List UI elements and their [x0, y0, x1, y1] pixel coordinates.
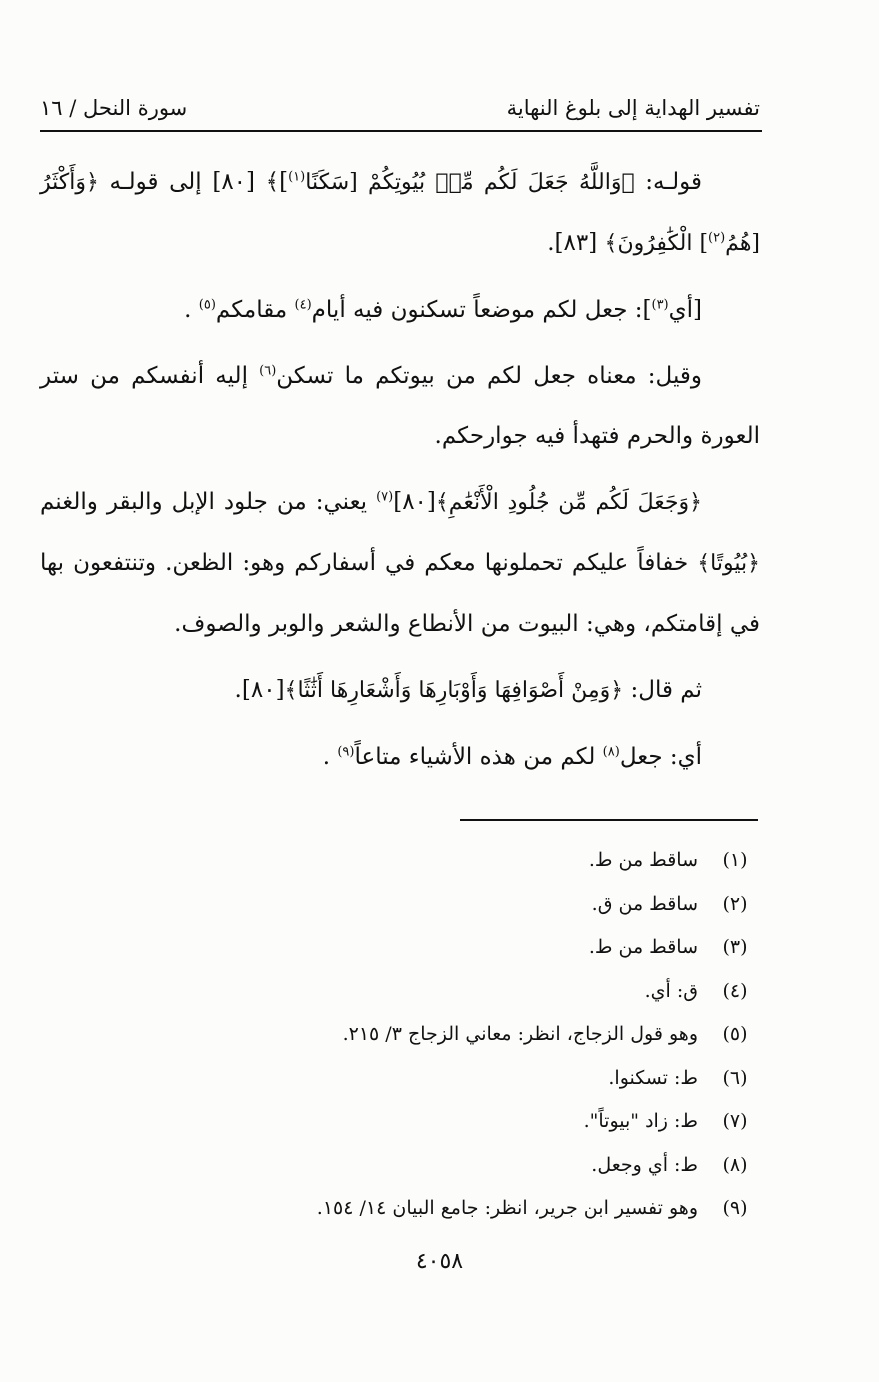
- quran-verse: ﴿وَجَعَلَ لَكُم مِّن جُلُودِ الْأَنْعَٰمِ﴾: [435, 490, 703, 515]
- footnotes: [40, 842, 762, 1234]
- footnote-text: ساقط من ط.: [588, 849, 698, 871]
- footnote-number: (٧): [722, 1110, 748, 1132]
- text-run: خفافاً عليكم تحملونها معكم في أسفاركم وهو: الظعن. وتنتفعون بها في إقامتكم، وهي: البيوت من الأنطاع والشعر والوبر والصوف.: [40, 550, 760, 637]
- footnote-item: [40, 929, 762, 973]
- footnote-item: [40, 1103, 762, 1147]
- paragraph-alternate-opinion: [40, 346, 760, 466]
- text-run: [٨٠]: [393, 489, 436, 515]
- footnote-text: ط: أي وجعل.: [591, 1153, 698, 1176]
- text-run: يعني: من جلود الإبل والبقر والغنم: [40, 489, 377, 515]
- footnote-item: [40, 886, 762, 930]
- footnote-item: [40, 1016, 762, 1060]
- text-run: ]: جعل لكم موضعاً تسكنون فيه أيام: [311, 297, 652, 323]
- text-run: مقامكم: [215, 297, 295, 323]
- footnote-ref: (٦): [259, 363, 277, 379]
- quran-verse: ﴿وَأَكْثَرُ [هُمُ: [40, 170, 760, 256]
- book-title: تفسير الهداية إلى بلوغ النهاية: [506, 96, 760, 120]
- footnote-ref: (٣): [651, 297, 669, 313]
- quran-verse: ﴿بُيُوتًا﴾: [697, 551, 760, 576]
- footnote-item: [40, 1147, 762, 1191]
- quran-verse: ﴿وَاللَّهُ جَعَلَ لَكُم مِّنۢ بُيُوتِكُمْ [سَكَنًا: [305, 170, 635, 195]
- footnote-item: [40, 1060, 762, 1104]
- footnote-number: (٨): [722, 1153, 748, 1176]
- footnote-number: (٥): [722, 1023, 748, 1045]
- footnote-text: ط: زاد "بيوتاً".: [583, 1110, 698, 1132]
- text-run: .: [184, 297, 199, 323]
- footnote-ref: (١): [288, 169, 306, 185]
- footnote-text: ساقط من ق.: [591, 892, 698, 915]
- footnote-number: (٣): [722, 936, 748, 958]
- paragraph-verse-reference: [40, 152, 760, 274]
- paragraph-meaning: [40, 280, 760, 340]
- quran-verse: ] الْكَٰفِرُونَ﴾: [604, 231, 709, 256]
- surah-label: سورة النحل / ١٦: [40, 96, 188, 120]
- footnote-number: (٦): [722, 1066, 748, 1089]
- footnote-item: [40, 973, 762, 1017]
- footnote-ref: (٢): [708, 230, 726, 246]
- footnote-ref: (٧): [376, 489, 394, 505]
- footnote-number: (٤): [722, 979, 748, 1002]
- footnote-ref: (٨): [602, 744, 620, 760]
- text-run: ثم قال:: [623, 677, 702, 703]
- text-run: أي: جعل: [619, 744, 702, 770]
- running-header: [40, 96, 760, 126]
- paragraph-wool: [40, 660, 760, 721]
- footnote-ref: (٩): [337, 744, 355, 760]
- footnote-text: ساقط من ط.: [588, 936, 698, 958]
- quran-verse: ﴿وَمِنْ أَصْوَافِهَا وَأَوْبَارِهَا وَأَشْعَارِهَا أَثَٰثًا﴾: [284, 678, 624, 703]
- text-run: قولـه:: [634, 169, 703, 195]
- text-run: إليه أنفسكم من ستر العورة والحرم فتهدأ فيه جوارحكم.: [40, 363, 760, 449]
- text-run: [٨٠].: [234, 677, 285, 703]
- paragraph-skins: [40, 472, 760, 654]
- text-run: .: [322, 744, 338, 770]
- footnote-number: (٩): [722, 1197, 748, 1219]
- footnote-text: وهو تفسير ابن جرير، انظر: جامع البيان ١٤/ ١٥٤.: [316, 1197, 698, 1219]
- text-run: [أي: [668, 297, 702, 323]
- text-run: [٨٣].: [547, 230, 605, 256]
- footnote-text: ط: تسكنوا.: [608, 1066, 698, 1089]
- footnote-number: (٢): [722, 892, 748, 915]
- footnote-ref: (٤): [294, 297, 312, 313]
- footnote-divider: [460, 819, 758, 821]
- header-divider: [40, 130, 762, 132]
- footnote-ref: (٥): [198, 297, 216, 313]
- footnote-text: ق: أي.: [644, 979, 698, 1002]
- page-number: ٤٠٥٨: [415, 1249, 464, 1274]
- footnote-item: [40, 1190, 762, 1234]
- main-text: [40, 152, 760, 787]
- text-run: ]﴾ [٨٠] إلى قولـه: [98, 169, 289, 195]
- footnote-number: (١): [722, 849, 748, 871]
- text-run: وقيل: معناه جعل لكم من بيوتكم ما تسكن: [276, 363, 702, 389]
- footnote-text: وهو قول الزجاج، انظر: معاني الزجاج ٣/ ٢١٥.: [342, 1023, 698, 1045]
- paragraph-provision: [40, 727, 760, 787]
- footnote-item: [40, 842, 762, 886]
- text-run: لكم من هذه الأشياء متاعاً: [354, 744, 603, 770]
